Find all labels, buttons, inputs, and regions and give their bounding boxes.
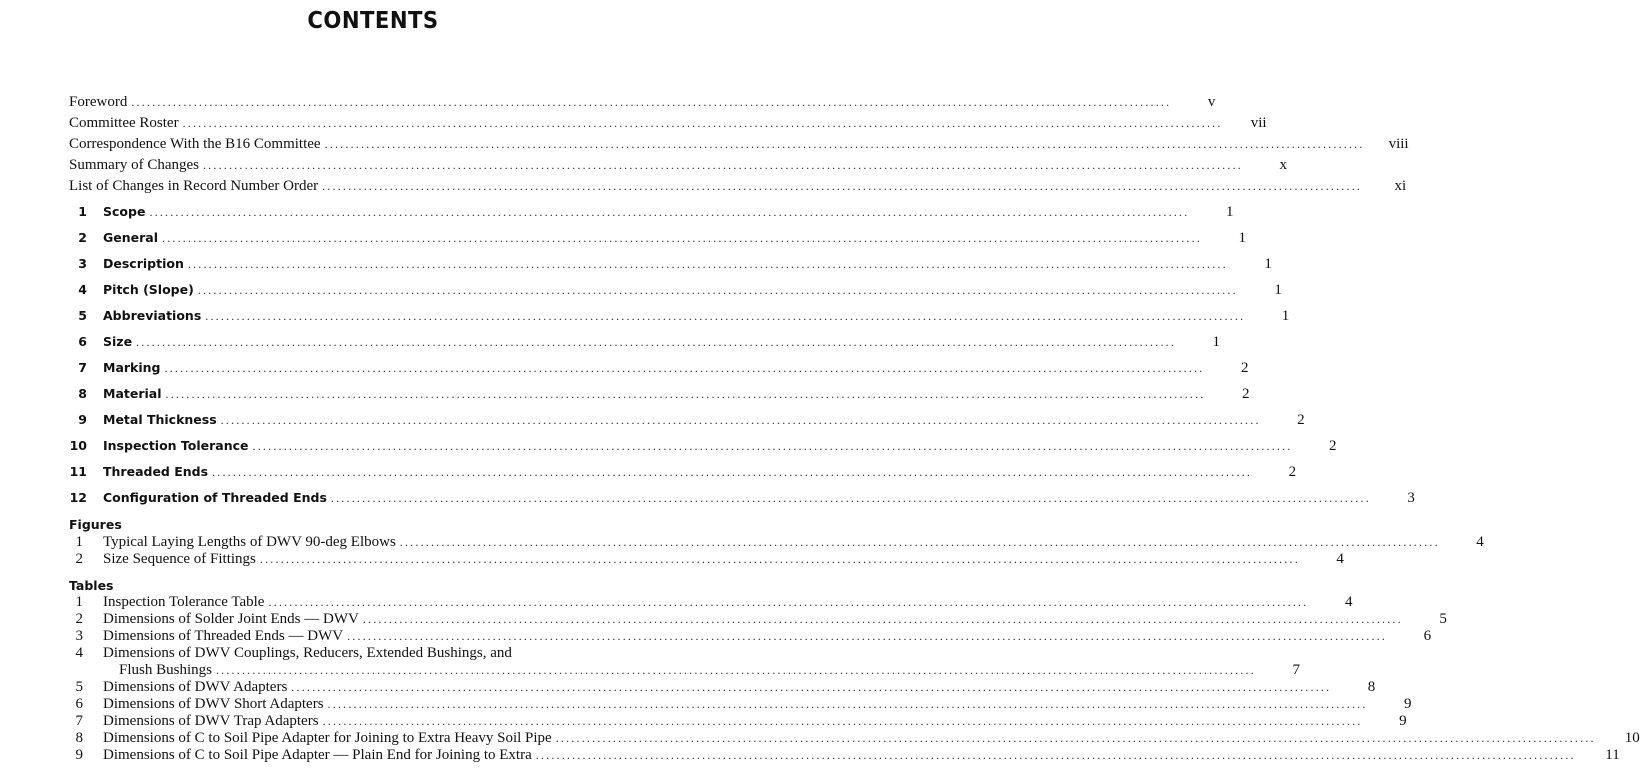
toc-entry-front-matter[interactable] <box>69 136 1409 154</box>
dot-leader: ........................................................................................................................................................................................................ <box>322 179 1363 193</box>
entry-page-number: 4 <box>1336 551 1344 567</box>
entry-page-number: x <box>1279 157 1287 173</box>
dot-leader: ........................................................................................................................................................................................................ <box>327 697 1368 711</box>
entry-label: Size Sequence of Fittings <box>103 551 256 567</box>
entry-label: Scope <box>103 204 146 219</box>
entry-page-number: 6 <box>1423 628 1432 644</box>
toc-entry-section[interactable] <box>69 490 1415 508</box>
toc-entry-section[interactable] <box>69 360 1249 378</box>
entry-number: 10 <box>69 438 87 453</box>
toc-entry-figure[interactable] <box>69 551 1344 569</box>
toc-entry-front-matter[interactable] <box>69 115 1267 133</box>
dot-leader: ........................................................................................................................................................................................................ <box>202 158 1243 172</box>
dot-leader: ........................................................................................................................................................................................................ <box>182 116 1223 130</box>
toc-entry-table[interactable] <box>69 594 1353 612</box>
entry-number: 1 <box>75 534 83 550</box>
toc-entry-section[interactable] <box>69 308 1290 326</box>
dot-leader: ........................................................................................................................................................................................................ <box>399 535 1440 549</box>
entry-label: Marking <box>103 360 161 375</box>
entry-label: Dimensions of DWV Trap Adapters <box>103 713 319 729</box>
dot-leader: ........................................................................................................................................................................................................ <box>268 595 1309 609</box>
entry-number: 3 <box>75 628 83 644</box>
toc-entry-table-continuation[interactable] <box>119 662 1300 680</box>
entry-label: Size <box>103 334 133 349</box>
entry-number: 11 <box>69 464 87 479</box>
entry-label: Dimensions of C to Soil Pipe Adapter for Joining to Extra Heavy Soil Pipe <box>103 730 552 746</box>
entry-label: Dimensions of DWV Short Adapters <box>103 696 324 712</box>
entry-label: Metal Thickness <box>103 412 217 427</box>
entry-number: 8 <box>75 730 83 746</box>
entry-page-number: 2 <box>1329 438 1337 454</box>
dot-leader: ........................................................................................................................................................................................................ <box>164 361 1205 375</box>
toc-entry-section[interactable] <box>69 230 1246 248</box>
entry-label: Committee Roster <box>69 115 179 131</box>
page-title: CONTENTS <box>307 8 439 34</box>
dot-leader: ........................................................................................................................................................................................................ <box>136 335 1177 349</box>
entry-page-number: 1 <box>1225 204 1234 220</box>
entry-label: Dimensions of C to Soil Pipe Adapter — Plain End for Joining to Extra <box>103 747 532 763</box>
entry-number: 5 <box>75 679 83 695</box>
toc-entry-table[interactable] <box>69 696 1412 714</box>
entry-number: 4 <box>75 645 83 661</box>
entry-label: Inspection Tolerance <box>103 438 249 453</box>
tables-heading: Tables <box>69 578 114 593</box>
entry-number: 1 <box>75 594 83 610</box>
toc-entry-section[interactable] <box>69 438 1337 456</box>
entry-label: Foreword <box>69 94 128 110</box>
toc-entry-front-matter[interactable] <box>69 178 1407 196</box>
entry-label: Pitch (Slope) <box>103 282 194 297</box>
dot-leader: ........................................................................................................................................................................................................ <box>187 257 1228 271</box>
toc-entry-table[interactable] <box>69 679 1376 697</box>
toc-entry-section[interactable] <box>69 334 1221 352</box>
entry-number: 7 <box>75 713 83 729</box>
entry-number: 1 <box>78 204 87 219</box>
dot-leader: ........................................................................................................................................................................................................ <box>215 663 1256 677</box>
entry-label: Threaded Ends <box>103 464 209 479</box>
dot-leader: ........................................................................................................................................................................................................ <box>165 387 1206 401</box>
entry-number: 9 <box>78 412 87 427</box>
toc-entry-table[interactable] <box>69 747 1620 765</box>
dot-leader: ........................................................................................................................................................................................................ <box>324 137 1365 151</box>
entry-number: 6 <box>78 334 87 349</box>
dot-leader: ........................................................................................................................................................................................................ <box>162 231 1202 245</box>
entry-page-number: xi <box>1394 178 1407 194</box>
entry-page-number: 1 <box>1264 256 1272 272</box>
entry-label: List of Changes in Record Number Order <box>69 178 319 194</box>
entry-page-number: 7 <box>1292 662 1300 678</box>
dot-leader: ........................................................................................................................................................................................................ <box>259 552 1300 566</box>
entry-label: Dimensions of Threaded Ends — DWV <box>103 628 344 644</box>
entry-page-number: 2 <box>1297 412 1305 428</box>
dot-leader: ........................................................................................................................................................................................................ <box>197 283 1238 297</box>
toc-entry-table[interactable] <box>69 628 1432 646</box>
dot-leader: ........................................................................................................................................................................................................ <box>362 612 1403 626</box>
entry-label: Correspondence With the B16 Committee <box>69 136 321 152</box>
toc-entry-table[interactable] <box>69 730 1640 748</box>
entry-number: 2 <box>75 551 83 567</box>
toc-entry-table[interactable] <box>69 713 1407 731</box>
dot-leader: ........................................................................................................................................................................................................ <box>252 439 1293 453</box>
dot-leader: ........................................................................................................................................................................................................ <box>220 413 1261 427</box>
entry-page-number: 1 <box>1238 230 1246 246</box>
entry-page-number: 5 <box>1439 611 1447 627</box>
entry-page-number: 1 <box>1274 282 1282 298</box>
dot-leader: ........................................................................................................................................................................................................ <box>149 205 1190 219</box>
entry-number: 3 <box>78 256 87 271</box>
dot-leader: ........................................................................................................................................................................................................ <box>212 465 1253 479</box>
entry-number: 12 <box>69 490 87 505</box>
entry-page-number: 2 <box>1288 464 1297 480</box>
dot-leader: ........................................................................................................................................................................................................ <box>205 309 1246 323</box>
entry-page-number: 9 <box>1404 696 1412 712</box>
entry-label: Description <box>103 256 184 271</box>
entry-page-number: 8 <box>1367 679 1376 695</box>
dot-leader: ........................................................................................................................................................................................................ <box>322 714 1363 728</box>
entry-page-number: 4 <box>1344 594 1353 610</box>
entry-page-number: 2 <box>1240 360 1249 376</box>
entry-label: Inspection Tolerance Table <box>103 594 265 610</box>
toc-entry-section[interactable] <box>69 282 1282 300</box>
toc-entry-table[interactable] <box>69 611 1447 629</box>
entry-label: Dimensions of DWV Adapters <box>103 679 288 695</box>
dot-leader: ........................................................................................................................................................................................................ <box>535 748 1576 762</box>
toc-entry-section[interactable] <box>69 256 1272 274</box>
toc-entry-section[interactable] <box>69 412 1305 430</box>
entry-number: 5 <box>78 308 87 323</box>
toc-entry-table-line[interactable] <box>69 645 679 663</box>
entry-label: Typical Laying Lengths of DWV 90-deg Elbows <box>103 534 396 550</box>
dot-leader: ........................................................................................................................................................................................................ <box>131 95 1172 109</box>
toc-entry-section[interactable] <box>69 464 1297 482</box>
entry-page-number: 3 <box>1407 490 1415 506</box>
entry-page-number: v <box>1207 94 1216 110</box>
dot-leader: ........................................................................................................................................................................................................ <box>555 731 1596 745</box>
entry-page-number: 2 <box>1242 386 1250 402</box>
toc-entry-front-matter[interactable] <box>69 157 1287 175</box>
entry-number: 9 <box>75 747 83 763</box>
entry-page-number: 1 <box>1212 334 1221 350</box>
entry-number: 2 <box>75 611 83 627</box>
entry-label: Dimensions of Solder Joint Ends — DWV <box>103 611 359 627</box>
entry-number: 4 <box>78 282 87 297</box>
entry-number: 6 <box>75 696 83 712</box>
figures-heading: Figures <box>69 517 122 532</box>
entry-label: Dimensions of DWV Couplings, Reducers, Extended Bushings, and <box>103 645 512 661</box>
toc-entry-front-matter[interactable] <box>69 94 1216 112</box>
toc-entry-figure[interactable] <box>69 534 1484 552</box>
entry-page-number: vii <box>1250 115 1267 131</box>
entry-page-number: 11 <box>1605 747 1620 763</box>
entry-number: 7 <box>78 360 87 375</box>
entry-label: Configuration of Threaded Ends <box>103 490 327 505</box>
entry-page-number: viii <box>1388 136 1409 152</box>
toc-entry-section[interactable] <box>69 386 1250 404</box>
dot-leader: ........................................................................................................................................................................................................ <box>330 491 1371 505</box>
toc-entry-section[interactable] <box>69 204 1234 222</box>
entry-page-number: 10 <box>1624 730 1640 746</box>
entry-label: General <box>103 230 158 245</box>
entry-label: Flush Bushings <box>119 662 212 678</box>
entry-label: Material <box>103 386 162 401</box>
entry-number: 2 <box>78 230 87 245</box>
entry-label: Abbreviations <box>103 308 202 323</box>
entry-page-number: 9 <box>1399 713 1407 729</box>
entry-label: Summary of Changes <box>69 157 199 173</box>
dot-leader: ........................................................................................................................................................................................................ <box>347 629 1388 643</box>
entry-page-number: 1 <box>1281 308 1290 324</box>
entry-page-number: 4 <box>1476 534 1484 550</box>
entry-number: 8 <box>78 386 87 401</box>
dot-leader: ........................................................................................................................................................................................................ <box>291 680 1332 694</box>
